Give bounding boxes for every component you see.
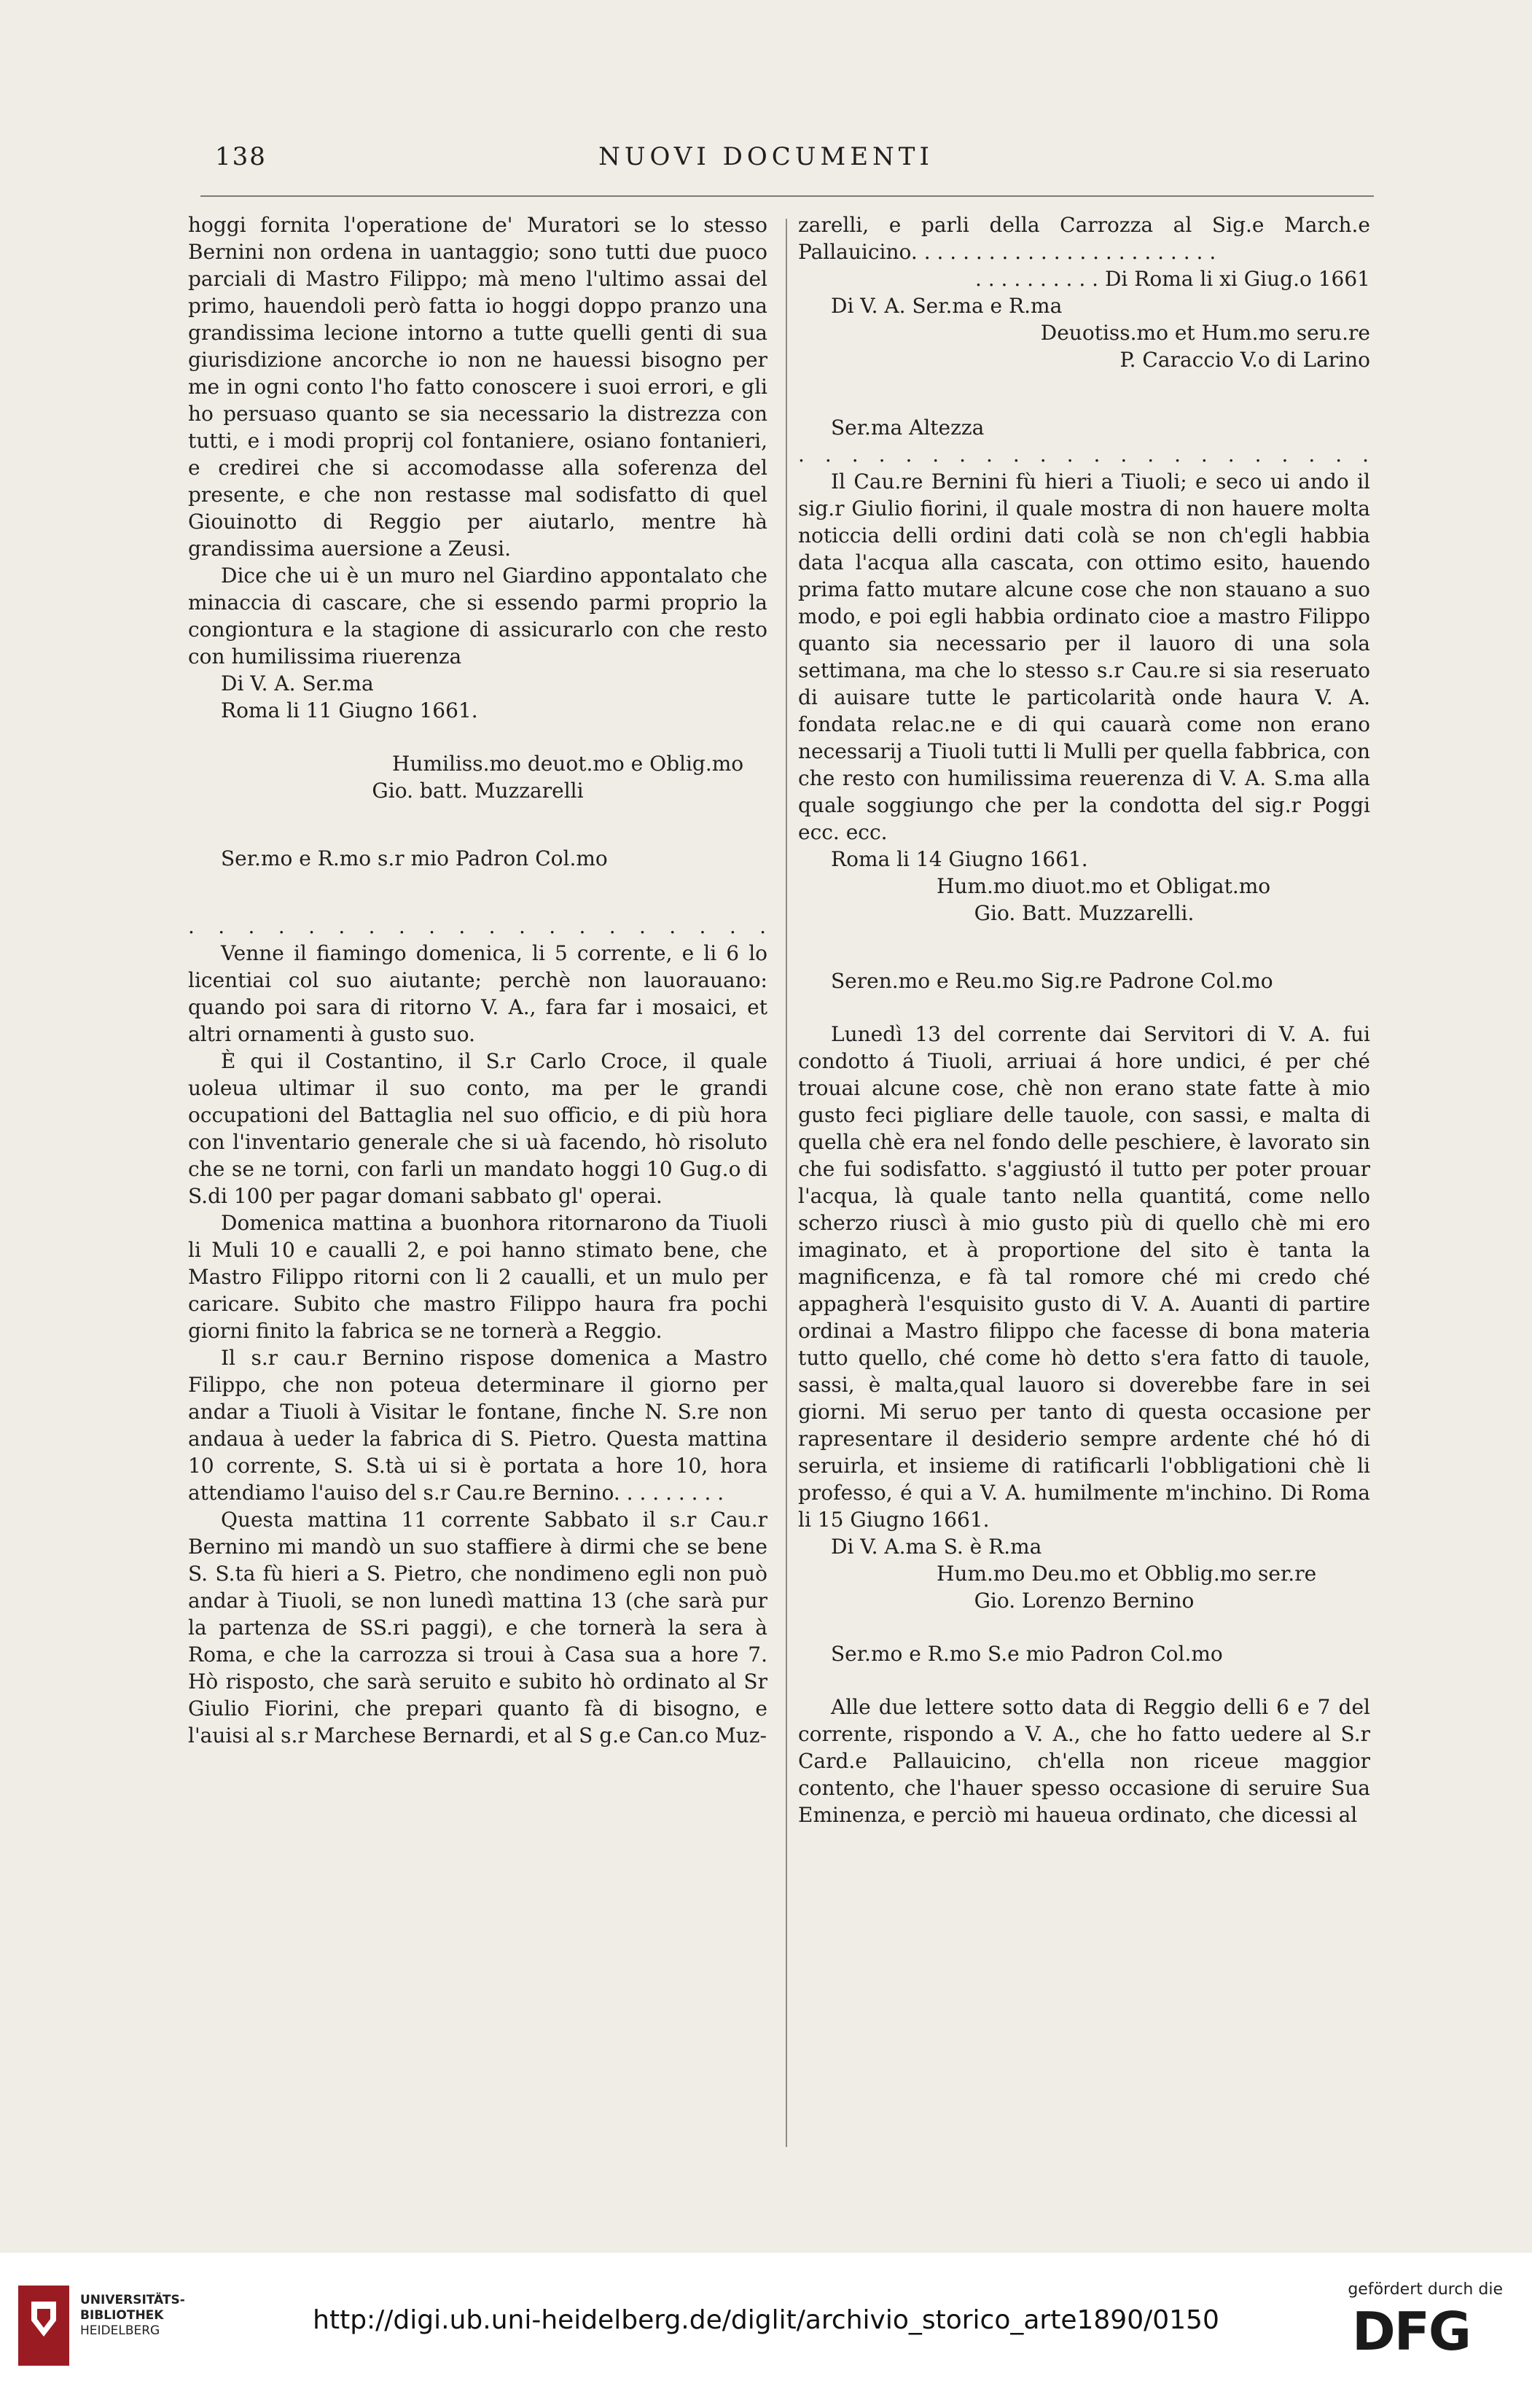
spacer (798, 994, 1370, 1021)
text-block: zarelli, e parli della Carrozza al Sig.e March.e Pallauicino. . . . . . . . . . . . . . . . . . . . . . . . (798, 213, 1370, 264)
spacer (798, 1667, 1370, 1694)
text-block: Venne il fiamingo domenica, li 5 corrente, e li 6 lo licentiai col suo aiutante; perchè non lauorauano: quando poi sara di ritorno V. A., fara far i mosaici, et altri ornamenti à gusto suo. (188, 941, 767, 1046)
text-block: Di V. A. Ser.ma e R.ma (831, 294, 1063, 318)
text-block: Deuotiss.mo et Hum.mo seru.re (1040, 321, 1370, 345)
source-url-link[interactable]: http://digi.ub.uni-heidelberg.de/diglit/archivio_storico_arte1890/0150 (313, 2305, 1219, 2335)
text-block: . . . . . . . . . . . . . . . . . . . . . . (798, 443, 1370, 467)
text-block: Humiliss.mo deuot.mo e Oblig.mo (392, 752, 744, 776)
text-block: È qui il Costantino, il S.r Carlo Croce, il quale uoleua ultimar il suo conto, ma per le grandi occupationi del Battaglia nel suo officio, e di più hora con l'inventario generale che si uà facendo, hò risoluto che se ne torni, con farli un mandato hoggi 10 Gug.o di S.di 100 per pagar domani sabbato gl' operai. (188, 1049, 767, 1208)
header-rule (200, 195, 1374, 197)
text-block: Gio. Lorenzo Bernino (974, 1589, 1195, 1613)
text-block: Alle due lettere sotto data di Reggio delli 6 e 7 del corrente, rispondo a V. A., che ho fatto uedere al S.r Card.e Pallauicino, ch'ella non riceue maggior contento, che l'hauer spesso occasione di seruire Sua Eminenza, e perciò mi haueua ordinato, che dicessi al (798, 1695, 1370, 1827)
text-block: Questa mattina 11 corrente Sabbato il s.r Cau.r Bernino mi mandò un suo staffiere à dirmi che se bene S. S.ta fù hieri a S. Pietro, che nondimeno egli non può andar à Tiuoli, se non lunedì mattina 13 (che sarà pur la partenza de SS.ri paggi), e che tornerà la sera à Roma, e che la carrozza si troui à Casa sua a hore 7. Hò risposto, che sarà seruito e subito hò ordinato al Sr Giulio Fiorini, che prepari quanto fà di bisogno, e l'auisi al s.r Marchese Bernardi, et al S g.e Can.co Muz- (188, 1508, 767, 1747)
university-line-2: BIBLIOTHEK (80, 2308, 164, 2323)
text-block: Ser.ma Altezza (831, 416, 985, 440)
text-block: Dice che ui è un muro nel Giardino appontalato che minaccia di cascare, che si essendo parmi proprio la congiontura e la stagione di assicurarlo con che resto con humilissima riuerenza (188, 564, 767, 669)
text-block: Roma li 14 Giugno 1661. (831, 847, 1088, 871)
text-block: Hum.mo Deu.mo et Obblig.mo ser.re (937, 1562, 1317, 1586)
text-block: . . . . . . . . . . . . . . . . . . . . (188, 914, 767, 938)
right-column (798, 211, 1370, 1828)
running-title: NUOVI DOCUMENTI (598, 142, 934, 171)
text-block: Hum.mo diuot.mo et Obligat.mo (937, 874, 1271, 898)
spacer (188, 872, 767, 913)
spacer (798, 1614, 1370, 1640)
university-line-3: HEIDELBERG (80, 2323, 160, 2338)
column-divider (786, 219, 787, 2147)
university-line-1: UNIVERSITÄTS- (80, 2293, 185, 2307)
page-header (0, 142, 1532, 179)
spacer (798, 373, 1370, 414)
text-block: Di V. A. Ser.ma (221, 671, 374, 695)
text-block: Lunedì 13 del corrente dai Servitori di V. A. fui condotto á Tiuoli, arriuai á hore undici, é per ché trouai alcune cose, chè non erano state fatte à mio gusto feci pigliare delle tauole, con sassi, e malta di quella chè era nel fondo delle peschiere, è lavorato sin che fui sodisfatto. s'aggiustó il tutto per poter prouar l'acqua, là quale tanto nella quantitá, come nello scherzo riuscì à mio gusto più di quello chè mi ero imaginato, et à proportione del sito è tanta la magnificenza, e fà tal romore ché mi credo ché appagherà l'esquisito gusto di V. A. Auanti di partire ordinai a Mastro filippo che facesse di bona materia tutto quello, ché come hò detto s'era fatto di tauole, sassi, è malta,qual lauoro si doverebbe fare in sei giorni. Mi seruo per tanto di questa occasione per rapresentare il desiderio sempre ardente ché hó di seruirla, et insieme di ratificarli l'obbligationi chè li professo, é qui a V. A. humilmente m'inchino. Di Roma li 15 Giugno 1661. (798, 1022, 1370, 1532)
funding-text: gefördert durch die (1348, 2280, 1503, 2299)
footer-bar (0, 2253, 1532, 2408)
spacer (188, 724, 767, 750)
text-block: P. Caraccio V.o di Larino (1119, 348, 1370, 372)
left-column (188, 211, 767, 1749)
text-block: Il Cau.re Bernini fù hieri a Tiuoli; e seco ui ando il sig.r Giulio fiorini, il quale mostra di non hauere molta noticcia delli ordini dati colà se non ch'egli habbia data l'acqua alla cascata, con ottimo esito, hauendo prima fatto mutare alcune cose che non stauano a suo modo, e poi egli habbia ordinato cioe a mastro Filippo quanto sia necessario per il lauoro di una sola settimana, ma che lo stesso s.r Cau.re si sia reseruato di auisare tutte le particolarità onde haura V. A. fondata relac.ne e di qui cauarà come non erano necessarij a Tiuoli tutti li Mulli per quella fabbrica, con che resto con humilissima reuerenza di V. A. S.ma alla quale soggiungo che per la condotta del sig.r Poggi ecc. ecc. (798, 469, 1370, 844)
text-block: Gio. Batt. Muzzarelli. (974, 901, 1195, 925)
text-block: Roma li 11 Giugno 1661. (221, 698, 478, 722)
dfg-logo[interactable] (1348, 2304, 1472, 2356)
spacer (798, 927, 1370, 967)
page-number: 138 (215, 142, 267, 171)
text-block: Il s.r cau.r Bernino rispose domenica a Mastro Filippo, che non poteua determinare il giorno per andar a Tiuoli à Visitar le fontane, finche N. S.re non andaua à ueder la fabrica di S. Pietro. Questa mattina 10 corrente, S. S.tà ui si è portata a hore 10, hora attendiamo l'auiso del s.r Cau.re Bernino. . . . . . . . . (188, 1346, 767, 1505)
text-block: . . . . . . . . . . Di Roma li xi Giug.o 1661 (974, 267, 1370, 291)
text-block: Di V. A.ma S. è R.ma (831, 1535, 1042, 1559)
text-block: hoggi fornita l'operatione de' Muratori se lo stesso Bernini non ordena in uantaggio; sono tutti due puoco parciali di Mastro Filippo; mà meno l'ultimo assai del primo, hauendoli però fatta io hoggi doppo pranzo una grandissima lecione intorno a tutte quelli genti di sua giurisdizione ancorche io non ne hauessi bisogno per me in ogni conto l'ho fatto conoscere i suoi errori, e gli ho persuaso quanto se sia necessario la distrezza con tutti, e i modi proprij col fontaniere, osiano fontanieri, e credirei che si accomodasse alla soferenza del presente, e che non restasse mal sodisfatto di quel Giouinotto di Reggio per aiutarlo, mentre hà grandissima auersione a Zeusi. (188, 213, 767, 561)
text-block: Ser.mo e R.mo S.e mio Padron Col.mo (831, 1642, 1223, 1666)
dfg-logo-text: DFG (1352, 2304, 1471, 2356)
text-block: Seren.mo e Reu.mo Sig.re Padrone Col.mo (831, 969, 1273, 993)
text-block: Domenica mattina a buonhora ritornarono da Tiuoli li Muli 10 e caualli 2, e poi hanno stimato bene, che Mastro Filippo ritorni con li 2 caualli, et un mulo per caricare. Subito che mastro Filippo haura fra pochi giorni finito la fabrica se ne tornerà a Reggio. (188, 1211, 767, 1343)
text-block: Gio. batt. Muzzarelli (372, 779, 584, 803)
funding-credit (1348, 2280, 1503, 2356)
text-block: Ser.mo e R.mo s.r mio Padron Col.mo (221, 846, 608, 870)
spacer (188, 804, 767, 845)
